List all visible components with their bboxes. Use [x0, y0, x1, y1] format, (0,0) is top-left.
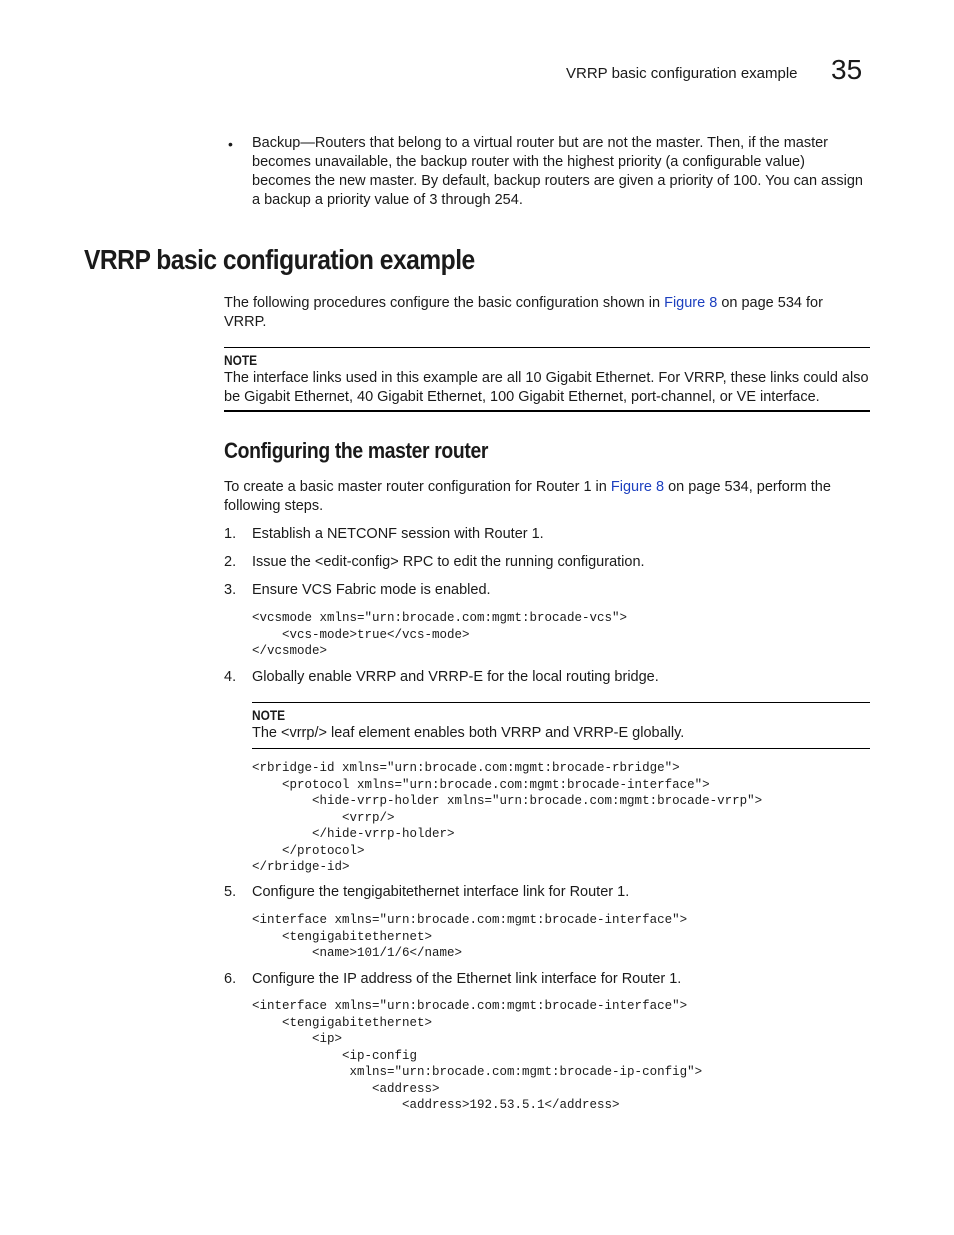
intro-text: on page 534, perform the [664, 479, 831, 495]
section-heading: VRRP basic configuration example [84, 244, 475, 275]
intro-text: VRRP. [224, 314, 267, 330]
subsection-heading: Configuring the master router [224, 438, 489, 463]
section-intro [224, 294, 874, 332]
code-block-rbridge: <rbridge-id xmlns="urn:brocade.com:mgmt:brocade-rbridge"> <protocol xmlns="urn:brocade.com:mgmt:brocade-interface"> <hide-vrrp-holder xmlns="urn:brocade.com:mgmt:brocade-vrrp"> <vrrp/> </hide-vrrp-holder> </protocol> </rbridge-id> [252, 761, 763, 874]
step-text: Configure the IP address of the Ethernet link interface for Router 1. [252, 971, 682, 987]
step-number: 2. [224, 554, 237, 570]
step-number: 4. [224, 669, 237, 685]
step-text: Establish a NETCONF session with Router 1. [252, 526, 544, 542]
step-number: 3. [224, 582, 237, 598]
step-number: 5. [224, 884, 237, 900]
running-header-title: VRRP basic configuration example [566, 65, 798, 82]
figure-link[interactable]: Figure 8 [664, 295, 718, 311]
note-line: be Gigabit Ethernet, 40 Gigabit Ethernet, 100 Gigabit Ethernet, port-channel, or VE interface. [224, 389, 820, 405]
step-text: Ensure VCS Fabric mode is enabled. [252, 582, 491, 598]
note-text: The <vrrp/> leaf element enables both VRRP and VRRP-E globally. [252, 725, 685, 741]
code-block-interface: <interface xmlns="urn:brocade.com:mgmt:brocade-interface"> <tengigabitethernet> <name>101/1/6</name> [252, 913, 688, 960]
step-text: Configure the tengigabitethernet interface link for Router 1. [252, 884, 630, 900]
intro-text: on page 534 for [717, 295, 823, 311]
note-line: The interface links used in this example are all 10 Gigabit Ethernet. For VRRP, these links could also [224, 370, 869, 386]
note-box [252, 702, 870, 749]
subsection-intro [224, 478, 874, 516]
chapter-number: 35 [831, 54, 863, 85]
step-text: Issue the <edit-config> RPC to edit the running configuration. [252, 554, 645, 570]
bullet-paragraph [252, 134, 872, 210]
note-label: NOTE [252, 707, 286, 723]
bullet-line: a backup a priority value of 3 through 254. [252, 192, 523, 208]
step-number: 1. [224, 526, 237, 542]
note-text [224, 369, 870, 407]
step-text: Globally enable VRRP and VRRP-E for the local routing bridge. [252, 669, 659, 685]
note-box [224, 347, 870, 412]
figure-link[interactable]: Figure 8 [610, 479, 665, 495]
step-number: 6. [224, 971, 237, 987]
note-label: NOTE [224, 352, 258, 368]
code-block-ip: <interface xmlns="urn:brocade.com:mgmt:brocade-interface"> <tengigabitethernet> <ip> <ip-config xmlns="urn:brocade.com:mgmt:brocade-ip-config"> <address> <address>192.53.5.1</address> [252, 999, 703, 1112]
intro-text: The following procedures configure the basic configuration shown in [224, 295, 665, 311]
intro-text: following steps. [224, 498, 324, 514]
bullet-icon: • [228, 136, 233, 152]
intro-text: To create a basic master router configuration for Router 1 in [224, 479, 611, 495]
bullet-line: Backup—Routers that belong to a virtual router but are not the master. Then, if the master [252, 135, 829, 151]
bullet-line: becomes the new master. By default, backup routers are given a priority of 100. You can assign [252, 173, 863, 189]
code-block-vcsmode: <vcsmode xmlns="urn:brocade.com:mgmt:brocade-vcs"> <vcs-mode>true</vcs-mode> </vcsmode> [252, 611, 628, 658]
bullet-line: becomes unavailable, the backup router with the highest priority (a configurable value) [252, 154, 805, 170]
